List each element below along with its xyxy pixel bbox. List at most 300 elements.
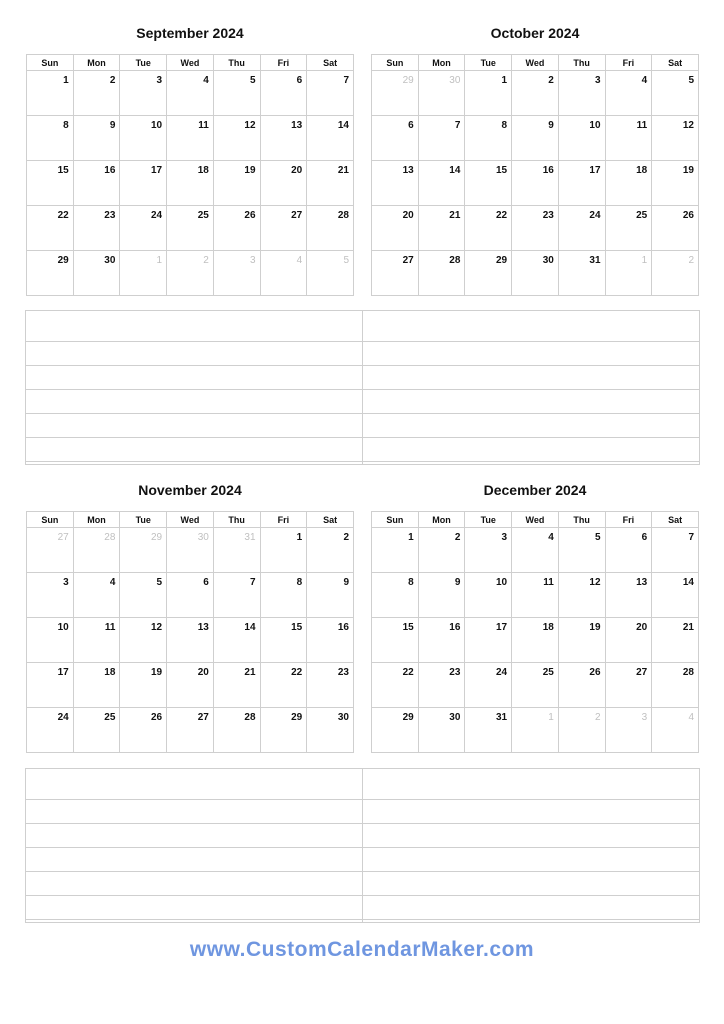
weekday-header: Wed: [167, 55, 214, 71]
day-cell-other-month[interactable]: [73, 528, 120, 573]
day-number: 2: [203, 255, 209, 266]
notes-row[interactable]: [26, 769, 699, 800]
day-number: 3: [501, 532, 508, 543]
day-cell[interactable]: [27, 618, 74, 663]
day-number: 6: [641, 532, 648, 543]
day-number: 2: [688, 255, 694, 266]
day-number: 20: [402, 210, 414, 221]
day-number: 9: [548, 120, 554, 131]
day-number: 16: [337, 622, 349, 633]
day-cell[interactable]: [307, 618, 354, 663]
day-cell[interactable]: [73, 71, 120, 116]
day-number: 20: [291, 165, 303, 176]
day-cell[interactable]: [27, 71, 74, 116]
day-cell[interactable]: [307, 573, 354, 618]
day-number: 17: [495, 622, 508, 633]
day-cell[interactable]: [512, 663, 559, 708]
day-cell[interactable]: [512, 161, 559, 206]
day-number: 16: [542, 165, 554, 176]
day-number: 11: [198, 120, 209, 131]
day-number: 20: [197, 667, 209, 678]
day-cell[interactable]: [120, 663, 167, 708]
day-cell[interactable]: [167, 116, 214, 161]
day-number: 17: [589, 165, 601, 176]
day-number: 4: [296, 255, 303, 266]
day-number: 2: [454, 532, 461, 543]
day-cell[interactable]: [213, 206, 260, 251]
day-cell[interactable]: [73, 573, 120, 618]
day-cell-other-month[interactable]: [213, 251, 260, 296]
day-number: 1: [408, 532, 414, 543]
day-cell[interactable]: [465, 618, 512, 663]
week-row: [27, 161, 354, 206]
day-number: 4: [641, 75, 648, 86]
day-cell[interactable]: [558, 618, 605, 663]
day-cell[interactable]: [167, 573, 214, 618]
day-number: 8: [501, 120, 508, 131]
day-cell[interactable]: [512, 206, 559, 251]
day-cell-other-month[interactable]: [605, 708, 652, 753]
day-number: 10: [589, 120, 601, 131]
day-number: 19: [589, 622, 601, 633]
notes-row[interactable]: [26, 848, 699, 872]
day-cell[interactable]: [27, 708, 74, 753]
day-number: 15: [495, 165, 508, 176]
day-number: 6: [408, 120, 414, 131]
day-number: 11: [104, 622, 116, 633]
day-cell[interactable]: [418, 206, 465, 251]
day-number: 7: [454, 120, 461, 131]
day-cell-other-month[interactable]: [558, 708, 605, 753]
day-number: 24: [589, 210, 601, 221]
day-number: 12: [589, 577, 601, 588]
day-cell[interactable]: [167, 161, 214, 206]
day-number: 19: [244, 165, 256, 176]
day-cell-other-month[interactable]: [652, 251, 699, 296]
month-november: [26, 482, 354, 753]
notes-row[interactable]: [26, 800, 699, 824]
day-cell[interactable]: [465, 708, 512, 753]
week-row: [372, 206, 699, 251]
day-number: 25: [197, 210, 209, 221]
day-number: 26: [244, 210, 256, 221]
notes-row: [26, 920, 699, 922]
day-cell[interactable]: [120, 708, 167, 753]
day-number: 29: [291, 712, 303, 723]
day-cell[interactable]: [465, 161, 512, 206]
day-number: 30: [337, 712, 349, 723]
notes-row[interactable]: [26, 414, 699, 438]
day-cell[interactable]: [652, 161, 699, 206]
weekday-header: Wed: [167, 512, 214, 528]
day-cell[interactable]: [213, 71, 260, 116]
day-cell[interactable]: [260, 528, 307, 573]
day-cell[interactable]: [213, 161, 260, 206]
day-cell[interactable]: [605, 206, 652, 251]
month-october: [371, 25, 699, 296]
day-number: 27: [402, 255, 414, 266]
calendar-grid: [371, 511, 699, 753]
day-number: 24: [150, 210, 163, 221]
day-number: 28: [104, 532, 116, 543]
day-number: 10: [495, 577, 508, 588]
day-cell[interactable]: [465, 573, 512, 618]
day-cell[interactable]: [418, 116, 465, 161]
week-row: [372, 708, 699, 753]
day-cell-other-month[interactable]: [27, 528, 74, 573]
week-row: [372, 618, 699, 663]
weekday-header: Fri: [605, 55, 652, 71]
day-cell[interactable]: [512, 251, 559, 296]
day-cell[interactable]: [372, 528, 419, 573]
day-number: 22: [291, 667, 303, 678]
weekday-header: Mon: [418, 55, 465, 71]
day-cell[interactable]: [652, 116, 699, 161]
notes-row[interactable]: [26, 390, 699, 414]
day-cell-other-month[interactable]: [167, 528, 214, 573]
day-cell[interactable]: [605, 573, 652, 618]
day-number: 1: [63, 75, 69, 86]
month-title: October 2024: [490, 25, 580, 41]
day-number: 26: [589, 667, 601, 678]
weekday-header: Fri: [260, 512, 307, 528]
footer-website-link[interactable]: www.CustomCalendarMaker.com: [189, 938, 535, 961]
day-cell-other-month[interactable]: [512, 708, 559, 753]
day-cell[interactable]: [372, 116, 419, 161]
day-cell-other-month[interactable]: [213, 528, 260, 573]
day-cell[interactable]: [167, 708, 214, 753]
day-number: 13: [291, 120, 303, 131]
notes-area-top[interactable]: [25, 310, 700, 465]
day-cell[interactable]: [512, 71, 559, 116]
day-number: 21: [449, 210, 461, 221]
day-cell[interactable]: [73, 161, 120, 206]
day-number: 25: [542, 667, 554, 678]
day-number: 11: [636, 120, 648, 131]
day-cell[interactable]: [213, 708, 260, 753]
day-cell[interactable]: [418, 161, 465, 206]
day-cell-other-month[interactable]: [307, 251, 354, 296]
day-cell-other-month[interactable]: [167, 251, 214, 296]
day-cell-other-month[interactable]: [605, 251, 652, 296]
weekday-header: Sat: [307, 512, 354, 528]
week-row: [27, 251, 354, 296]
weekday-header: Wed: [512, 55, 559, 71]
week-row: [27, 206, 354, 251]
month-september: [26, 25, 354, 296]
week-row: [27, 573, 354, 618]
day-cell[interactable]: [307, 528, 354, 573]
day-cell[interactable]: [27, 663, 74, 708]
day-cell[interactable]: [120, 573, 167, 618]
day-number: 1: [501, 75, 508, 86]
day-cell[interactable]: [307, 708, 354, 753]
day-number: 24: [495, 667, 508, 678]
day-number: 7: [343, 75, 349, 86]
day-cell[interactable]: [167, 618, 214, 663]
day-number: 27: [197, 712, 209, 723]
day-cell[interactable]: [27, 206, 74, 251]
day-number: 1: [641, 255, 648, 266]
weekday-header: Sun: [372, 512, 419, 528]
day-number: 22: [402, 667, 414, 678]
day-number: 16: [449, 622, 461, 633]
day-cell-other-month[interactable]: [418, 71, 465, 116]
day-cell[interactable]: [213, 618, 260, 663]
day-number: 14: [337, 120, 349, 131]
day-number: 5: [249, 75, 256, 86]
weekday-header: Sat: [307, 55, 354, 71]
day-cell-other-month[interactable]: [652, 708, 699, 753]
day-number: 12: [682, 120, 694, 131]
day-cell[interactable]: [260, 161, 307, 206]
weekday-header: Thu: [558, 512, 605, 528]
day-cell[interactable]: [465, 71, 512, 116]
day-cell[interactable]: [307, 206, 354, 251]
month-title: December 2024: [483, 482, 587, 498]
day-number: 15: [291, 622, 303, 633]
day-cell[interactable]: [213, 663, 260, 708]
weekday-header: Sat: [652, 55, 699, 71]
day-cell[interactable]: [652, 71, 699, 116]
day-cell[interactable]: [465, 116, 512, 161]
day-cell[interactable]: [558, 116, 605, 161]
day-number: 28: [337, 210, 349, 221]
day-number: 13: [636, 577, 648, 588]
day-number: 4: [109, 577, 116, 588]
day-cell-other-month[interactable]: [372, 71, 419, 116]
day-cell[interactable]: [260, 618, 307, 663]
day-cell-other-month[interactable]: [120, 251, 167, 296]
day-number: 6: [296, 75, 303, 86]
day-cell[interactable]: [512, 528, 559, 573]
day-number: 24: [57, 712, 69, 723]
day-cell[interactable]: [213, 573, 260, 618]
day-cell[interactable]: [558, 71, 605, 116]
day-cell[interactable]: [372, 251, 419, 296]
day-cell-other-month[interactable]: [260, 251, 307, 296]
day-number: 19: [682, 165, 694, 176]
day-number: 18: [636, 165, 648, 176]
week-row: [27, 116, 354, 161]
month-december: [371, 482, 699, 753]
day-cell[interactable]: [372, 663, 419, 708]
day-number: 23: [449, 667, 461, 678]
day-number: 10: [150, 120, 163, 131]
week-row: [372, 71, 699, 116]
day-cell[interactable]: [27, 161, 74, 206]
weekday-header: Thu: [558, 55, 605, 71]
day-cell[interactable]: [260, 708, 307, 753]
weekday-header: Thu: [213, 55, 260, 71]
day-cell[interactable]: [605, 116, 652, 161]
day-cell[interactable]: [652, 573, 699, 618]
day-number: 5: [688, 75, 694, 86]
day-number: 4: [548, 532, 554, 543]
day-number: 5: [156, 577, 163, 588]
notes-row: [26, 462, 699, 464]
day-cell[interactable]: [652, 528, 699, 573]
day-cell[interactable]: [558, 251, 605, 296]
day-cell[interactable]: [465, 663, 512, 708]
day-cell[interactable]: [27, 116, 74, 161]
day-cell[interactable]: [652, 663, 699, 708]
day-cell[interactable]: [652, 206, 699, 251]
day-cell[interactable]: [605, 528, 652, 573]
day-cell[interactable]: [120, 116, 167, 161]
day-cell[interactable]: [372, 573, 419, 618]
week-row: [27, 663, 354, 708]
day-cell[interactable]: [73, 206, 120, 251]
day-cell[interactable]: [307, 116, 354, 161]
day-number: 25: [636, 210, 648, 221]
notes-row[interactable]: [26, 438, 699, 462]
notes-row[interactable]: [26, 366, 699, 390]
day-cell[interactable]: [372, 618, 419, 663]
day-number: 27: [57, 532, 69, 543]
day-number: 9: [343, 577, 349, 588]
day-cell[interactable]: [418, 573, 465, 618]
day-cell[interactable]: [372, 161, 419, 206]
day-cell[interactable]: [418, 708, 465, 753]
day-number: 7: [688, 532, 694, 543]
weekday-header: Thu: [213, 512, 260, 528]
month-title: September 2024: [136, 25, 244, 41]
weekday-header: Sun: [372, 55, 419, 71]
day-cell[interactable]: [605, 618, 652, 663]
weekday-header: Tue: [465, 512, 512, 528]
week-row: [372, 161, 699, 206]
day-number: 25: [104, 712, 116, 723]
day-number: 14: [682, 577, 694, 588]
day-cell[interactable]: [558, 663, 605, 708]
week-row: [27, 618, 354, 663]
day-number: 1: [548, 712, 554, 723]
day-number: 3: [63, 577, 69, 588]
day-number: 29: [57, 255, 69, 266]
day-number: 31: [495, 712, 508, 723]
day-cell[interactable]: [605, 71, 652, 116]
day-cell[interactable]: [465, 251, 512, 296]
day-cell[interactable]: [418, 251, 465, 296]
day-number: 23: [337, 667, 349, 678]
day-cell[interactable]: [418, 528, 465, 573]
day-cell[interactable]: [307, 663, 354, 708]
day-cell[interactable]: [372, 708, 419, 753]
day-cell[interactable]: [558, 573, 605, 618]
day-cell[interactable]: [558, 161, 605, 206]
day-cell[interactable]: [465, 206, 512, 251]
day-number: 14: [449, 165, 461, 176]
day-cell[interactable]: [120, 161, 167, 206]
day-number: 2: [109, 75, 116, 86]
day-number: 21: [244, 667, 256, 678]
day-number: 13: [402, 165, 414, 176]
day-cell[interactable]: [307, 161, 354, 206]
day-cell[interactable]: [213, 116, 260, 161]
day-cell[interactable]: [73, 663, 120, 708]
month-title: November 2024: [138, 482, 242, 498]
day-cell[interactable]: [558, 528, 605, 573]
day-number: 15: [402, 622, 414, 633]
day-number: 3: [641, 712, 648, 723]
day-number: 7: [249, 577, 256, 588]
notes-row[interactable]: [26, 342, 699, 366]
day-cell[interactable]: [27, 573, 74, 618]
day-cell[interactable]: [120, 206, 167, 251]
day-cell[interactable]: [512, 618, 559, 663]
week-row: [27, 528, 354, 573]
day-cell[interactable]: [167, 663, 214, 708]
day-cell[interactable]: [167, 71, 214, 116]
day-number: 3: [594, 75, 601, 86]
day-cell[interactable]: [372, 206, 419, 251]
notes-row[interactable]: [26, 824, 699, 848]
day-number: 6: [203, 577, 209, 588]
day-cell[interactable]: [260, 663, 307, 708]
day-number: 1: [156, 255, 163, 266]
day-number: 18: [542, 622, 554, 633]
day-number: 16: [104, 165, 116, 176]
day-cell[interactable]: [260, 116, 307, 161]
day-cell[interactable]: [73, 116, 120, 161]
day-cell-other-month[interactable]: [120, 528, 167, 573]
day-cell[interactable]: [307, 71, 354, 116]
notes-row[interactable]: [26, 896, 699, 920]
day-cell[interactable]: [120, 618, 167, 663]
day-number: 18: [197, 165, 209, 176]
day-number: 26: [682, 210, 694, 221]
day-number: 11: [543, 577, 554, 588]
day-cell[interactable]: [605, 663, 652, 708]
day-cell[interactable]: [558, 206, 605, 251]
notes-row[interactable]: [26, 872, 699, 896]
day-cell[interactable]: [73, 251, 120, 296]
day-number: 28: [682, 667, 694, 678]
day-number: 12: [244, 120, 256, 131]
day-cell[interactable]: [260, 71, 307, 116]
day-cell[interactable]: [120, 71, 167, 116]
day-number: 30: [542, 255, 554, 266]
day-number: 9: [454, 577, 461, 588]
weekday-header: Tue: [465, 55, 512, 71]
day-number: 28: [244, 712, 256, 723]
day-cell[interactable]: [73, 708, 120, 753]
notes-row[interactable]: [26, 311, 699, 342]
calendar-grid: [371, 54, 699, 296]
day-cell[interactable]: [260, 206, 307, 251]
day-cell[interactable]: [27, 251, 74, 296]
day-cell[interactable]: [260, 573, 307, 618]
day-number: 2: [343, 532, 349, 543]
calendar-grid: [26, 511, 354, 753]
day-cell[interactable]: [465, 528, 512, 573]
day-cell[interactable]: [605, 161, 652, 206]
day-number: 28: [449, 255, 461, 266]
day-number: 4: [203, 75, 209, 86]
day-number: 27: [291, 210, 303, 221]
day-cell[interactable]: [167, 206, 214, 251]
notes-area-bottom[interactable]: [25, 768, 700, 923]
day-cell[interactable]: [418, 618, 465, 663]
day-cell[interactable]: [512, 116, 559, 161]
day-cell[interactable]: [652, 618, 699, 663]
day-cell[interactable]: [73, 618, 120, 663]
day-cell[interactable]: [418, 663, 465, 708]
day-number: 31: [244, 532, 256, 543]
week-row: [372, 251, 699, 296]
day-cell[interactable]: [512, 573, 559, 618]
